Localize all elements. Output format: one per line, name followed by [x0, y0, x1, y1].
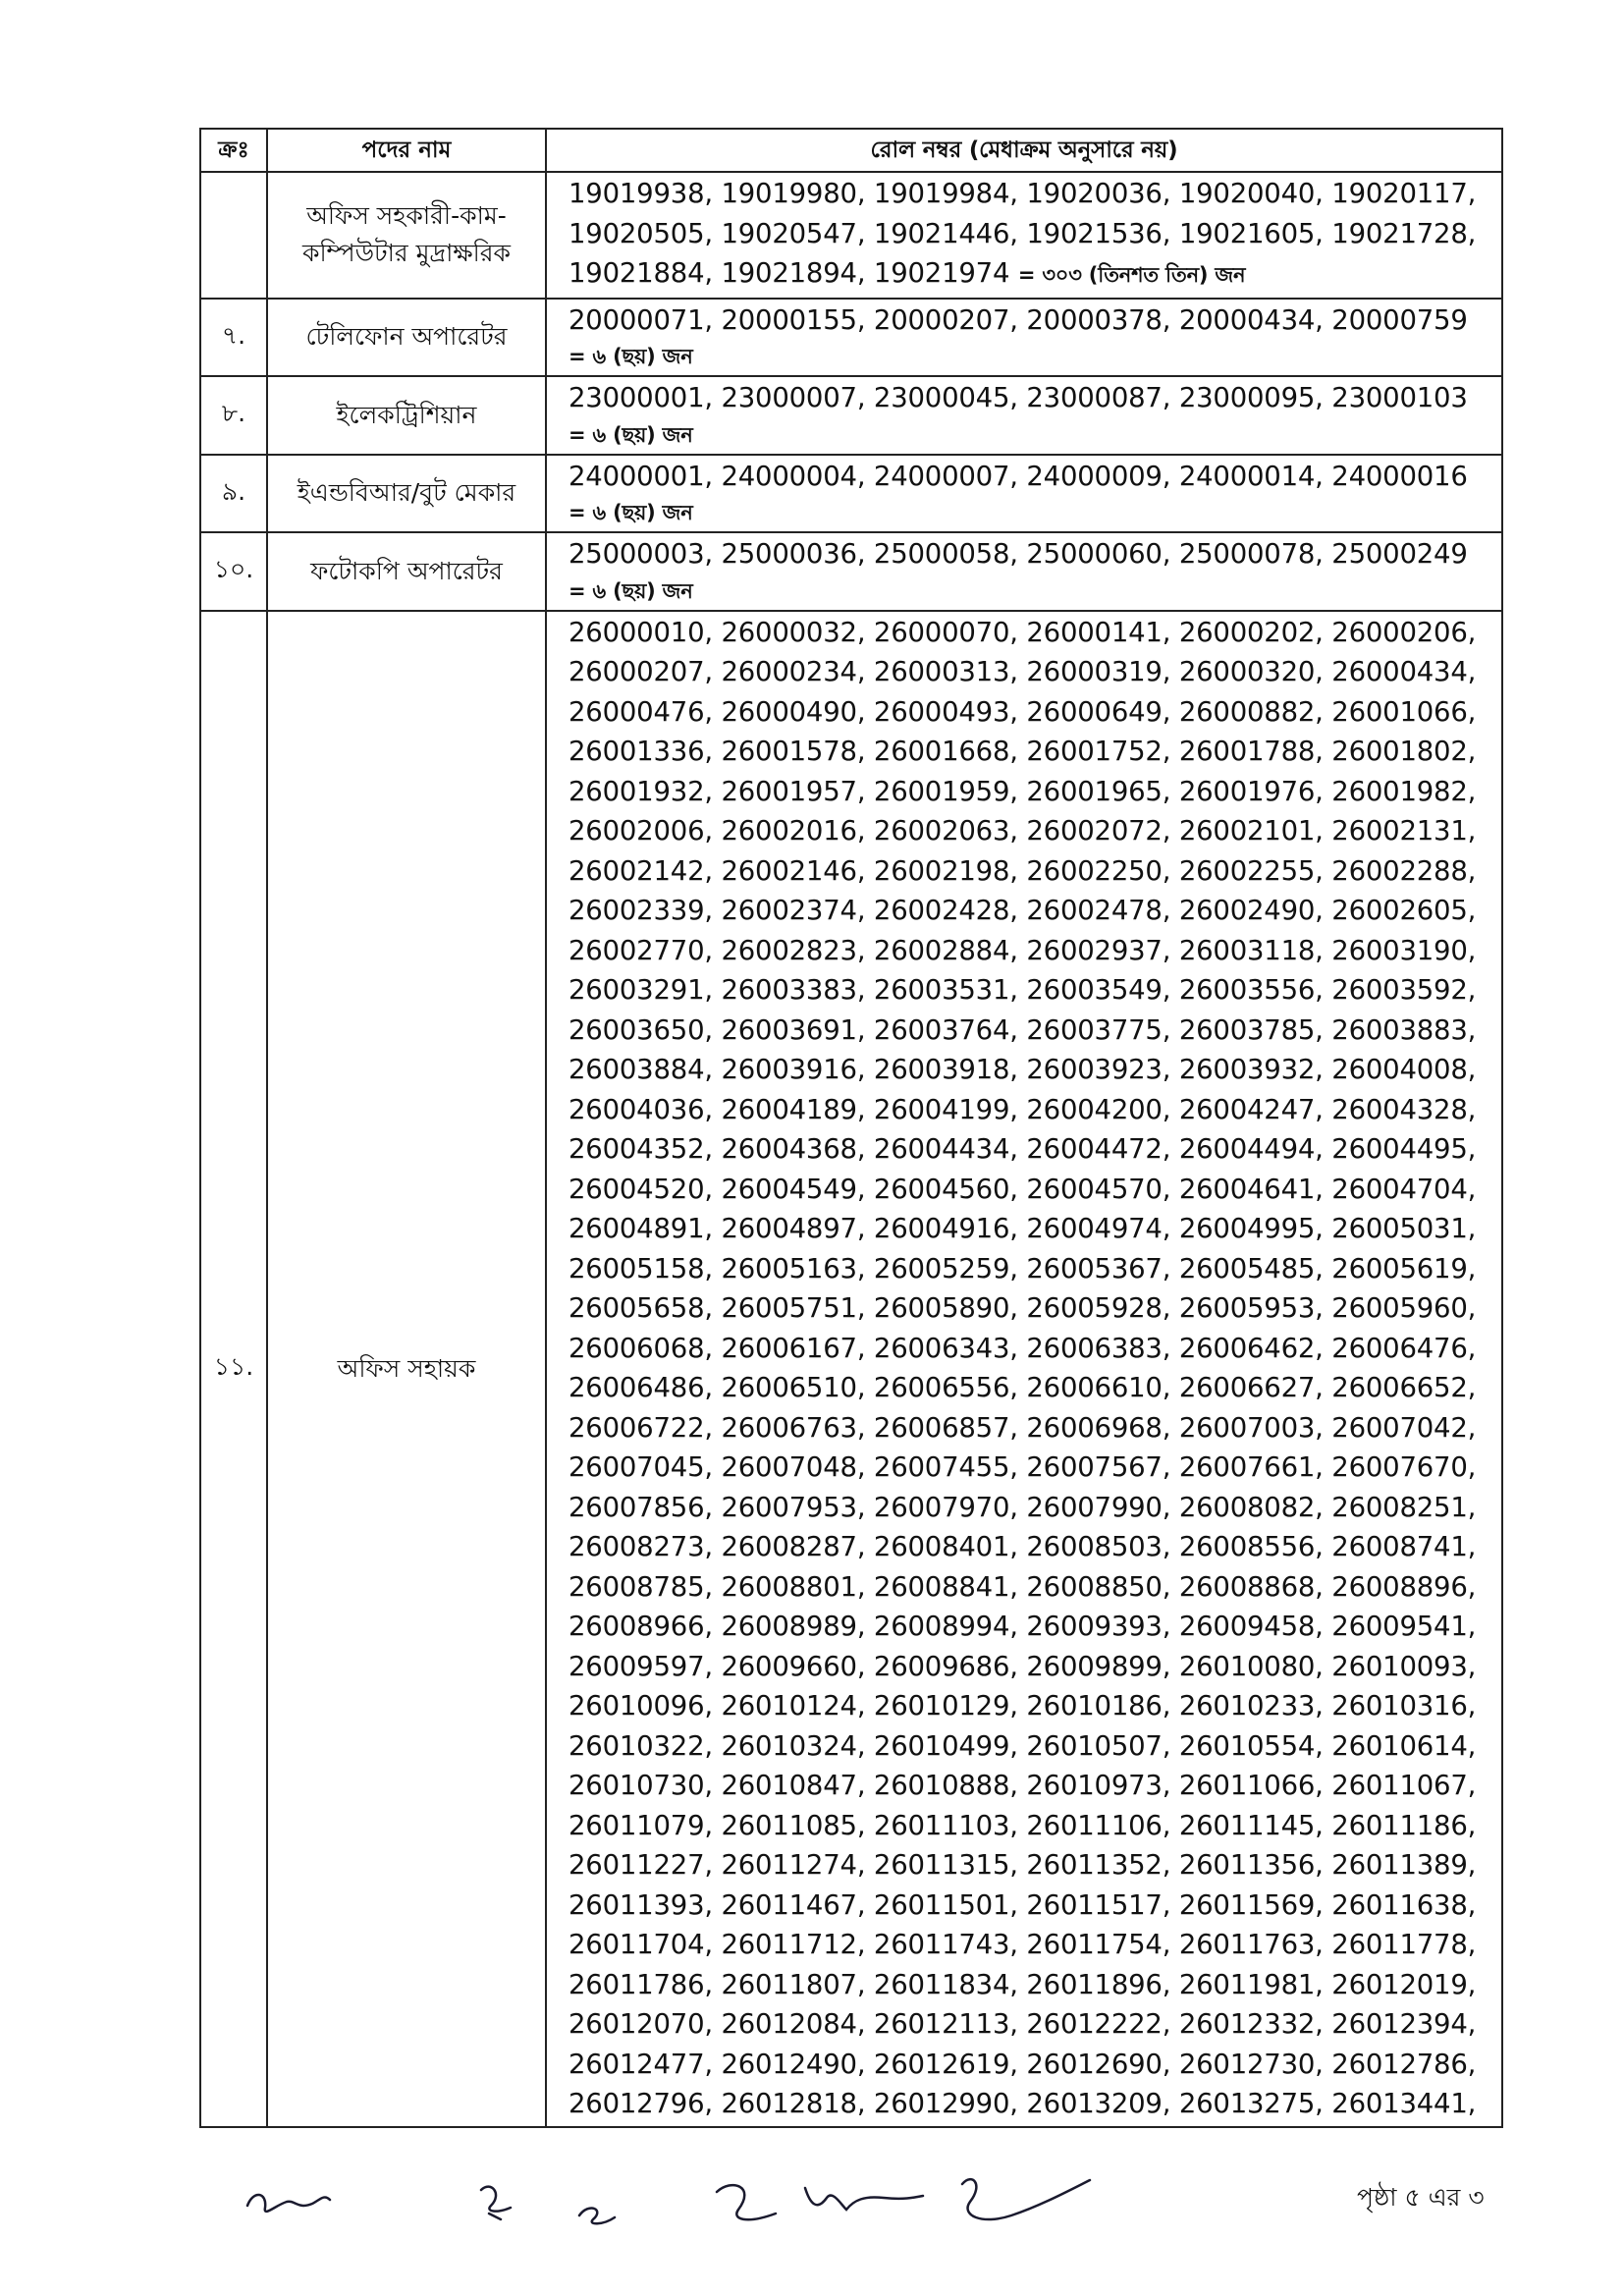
- table-row: [200, 611, 1502, 2127]
- post-name-cell: টেলিফোন অপারেটর: [267, 299, 546, 377]
- roll-numbers-text: 26008966, 26008989, 26008994, 26009393, 26009458, 26009541,: [568, 1611, 1477, 1642]
- roll-numbers-text: 26008273, 26008287, 26008401, 26008503, 26008556, 26008741,: [568, 1531, 1477, 1562]
- roll-numbers-text: 26004891, 26004897, 26004916, 26004974, 26004995, 26005031,: [568, 1213, 1477, 1244]
- table-row: [200, 172, 1502, 299]
- roll-numbers-cell: [546, 611, 1502, 2127]
- roll-number-line: [568, 2004, 1501, 2045]
- roll-numbers-text: 26004036, 26004189, 26004199, 26004200, 26004247, 26004328,: [568, 1093, 1477, 1125]
- roll-numbers-text: 23000001, 23000007, 23000045, 23000087, 23000095, 23000103: [568, 382, 1468, 413]
- roll-number-line: [568, 1647, 1501, 1687]
- roll-numbers-text: 26006486, 26006510, 26006556, 26006610, 26006627, 26006652,: [568, 1372, 1477, 1403]
- roll-number-line: [568, 1607, 1501, 1647]
- roll-numbers-text: 25000003, 25000036, 25000058, 25000060, 25000078, 25000249: [568, 538, 1468, 570]
- roll-numbers-text: 26012070, 26012084, 26012113, 26012222, 26012332, 26012394,: [568, 2008, 1477, 2040]
- roll-numbers-text: 26008785, 26008801, 26008841, 26008850, 26008868, 26008896,: [568, 1570, 1477, 1603]
- roll-number-table: [199, 128, 1503, 2128]
- roll-number-line: [568, 1170, 1501, 1210]
- roll-number-line: [568, 1886, 1501, 1926]
- roll-number-line: [568, 811, 1501, 851]
- roll-numbers-text: 26006722, 26006763, 26006857, 26006968, 26007003, 26007042,: [568, 1411, 1477, 1444]
- table-row: [200, 299, 1502, 377]
- roll-number-line: [568, 1011, 1501, 1051]
- roll-numbers-cell: [546, 455, 1502, 533]
- roll-number-line: [568, 1726, 1501, 1767]
- roll-number-line: [568, 2084, 1501, 2124]
- header-serial: ক্রঃ: [200, 129, 267, 172]
- roll-number-line: [568, 378, 1501, 418]
- post-name-cell: অফিস সহায়ক: [267, 611, 546, 2127]
- serial-cell: ১১.: [200, 611, 267, 2127]
- roll-numbers-text: 26011079, 26011085, 26011103, 26011106, 26011145, 26011186,: [568, 1809, 1477, 1841]
- roll-number-line: [568, 534, 1501, 574]
- roll-numbers-text: 26003291, 26003383, 26003531, 26003549, 26003556, 26003592,: [568, 974, 1477, 1006]
- roll-numbers-text: 26012477, 26012490, 26012619, 26012690, 26012730, 26012786,: [568, 2048, 1477, 2080]
- roll-number-line: [568, 1209, 1501, 1249]
- total-count: = ৬ (ছয়) জন: [568, 501, 693, 524]
- roll-numbers-text: 26002339, 26002374, 26002428, 26002478, 26002490, 26002605,: [568, 895, 1477, 926]
- roll-number-line: [568, 1965, 1501, 2005]
- roll-numbers-text: 26007856, 26007953, 26007970, 26007990, 26008082, 26008251,: [568, 1491, 1477, 1523]
- roll-number-line: [568, 613, 1501, 653]
- roll-numbers-text: 26010096, 26010124, 26010129, 26010186, 26010233, 26010316,: [568, 1690, 1477, 1722]
- roll-number-line: [568, 1686, 1501, 1726]
- roll-number-line: [568, 1567, 1501, 1608]
- roll-numbers-text: 26003650, 26003691, 26003764, 26003775, 26003785, 26003883,: [568, 1013, 1477, 1046]
- serial-cell: ৮.: [200, 376, 267, 455]
- roll-number-line: [568, 1766, 1501, 1806]
- roll-number-line: [568, 1129, 1501, 1170]
- roll-numbers-text: 26000476, 26000490, 26000493, 26000649, 26000882, 26001066,: [568, 695, 1477, 728]
- total-count: = ৬ (ছয়) জন: [568, 578, 693, 603]
- roll-number-line: [568, 1050, 1501, 1090]
- roll-numbers-text: 26006068, 26006167, 26006343, 26006383, 26006462, 26006476,: [568, 1332, 1477, 1364]
- roll-numbers-text: 26001932, 26001957, 26001959, 26001965, 26001976, 26001982,: [568, 775, 1477, 807]
- post-name-cell: ফটোকপি অপারেটর: [267, 532, 546, 611]
- post-name-cell: ইলেকট্রিশিয়ান: [267, 376, 546, 455]
- roll-numbers-text: 19021884, 19021894, 19021974: [568, 257, 1010, 289]
- roll-number-line: [568, 1527, 1501, 1567]
- roll-number-line: [568, 1288, 1501, 1329]
- roll-numbers-text: 26002770, 26002823, 26002884, 26002937, 26003118, 26003190,: [568, 934, 1477, 966]
- roll-numbers-text: 26009597, 26009660, 26009686, 26009899, 26010080, 26010093,: [568, 1650, 1477, 1682]
- roll-numbers-text: 26005658, 26005751, 26005890, 26005928, 26005953, 26005960,: [568, 1292, 1477, 1324]
- roll-number-line: [568, 1249, 1501, 1289]
- roll-numbers-text: 26003884, 26003916, 26003918, 26003923, 26003932, 26004008,: [568, 1054, 1477, 1085]
- table-row: [200, 376, 1502, 455]
- roll-numbers-text: 26011786, 26011807, 26011834, 26011896, 26011981, 26012019,: [568, 1968, 1477, 2000]
- roll-numbers-text: 26004520, 26004549, 26004560, 26004570, 26004641, 26004704,: [568, 1173, 1477, 1205]
- roll-number-line: [568, 1925, 1501, 1965]
- header-post-name: পদের নাম: [267, 129, 546, 172]
- serial-cell: [200, 172, 267, 299]
- roll-numbers-text: 26005158, 26005163, 26005259, 26005367, 26005485, 26005619,: [568, 1252, 1477, 1285]
- table-body: [200, 172, 1502, 2127]
- roll-number-line: [568, 652, 1501, 692]
- post-name-cell: অফিস সহকারী-কাম-কম্পিউটার মুদ্রাক্ষরিক: [267, 172, 546, 299]
- roll-numbers-text: 19020505, 19020547, 19021446, 19021536, 19021605, 19021728,: [568, 217, 1477, 249]
- roll-number-line: [568, 253, 1501, 296]
- roll-number-line: [568, 692, 1501, 733]
- roll-number-line: [568, 1448, 1501, 1488]
- roll-numbers-text: 26000207, 26000234, 26000313, 26000319, 26000320, 26000434,: [568, 656, 1477, 687]
- page-number: পৃষ্ঠা ৫ এর ৩: [1357, 2183, 1485, 2212]
- roll-numbers-text: 26010730, 26010847, 26010888, 26010973, 26011066, 26011067,: [568, 1770, 1477, 1801]
- roll-numbers-cell: [546, 376, 1502, 455]
- roll-number-line: [568, 1845, 1501, 1886]
- roll-number-line: [568, 1090, 1501, 1130]
- roll-number-line: [568, 1806, 1501, 1846]
- roll-numbers-text: 20000071, 20000155, 20000207, 20000378, 20000434, 20000759: [568, 303, 1468, 336]
- roll-number-line: [568, 457, 1501, 497]
- roll-numbers-text: 26011393, 26011467, 26011501, 26011517, 26011569, 26011638,: [568, 1888, 1477, 1921]
- roll-number-line: [568, 1368, 1501, 1408]
- roll-number-line: [568, 1408, 1501, 1449]
- roll-numbers-text: 19019938, 19019980, 19019984, 19020036, 19020040, 19020117,: [568, 178, 1477, 209]
- roll-numbers-text: 26012796, 26012818, 26012990, 26013209, 26013275, 26013441,: [568, 2088, 1477, 2119]
- roll-numbers-cell: [546, 299, 1502, 377]
- table-row: [200, 532, 1502, 611]
- roll-numbers-text: 26002142, 26002146, 26002198, 26002250, 26002255, 26002288,: [568, 854, 1477, 887]
- roll-number-line: [568, 970, 1501, 1011]
- roll-number-line: [568, 214, 1501, 254]
- table-row: [200, 455, 1502, 533]
- total-count: = ৬ (ছয়) জন: [568, 422, 693, 447]
- roll-number-line: [568, 732, 1501, 772]
- roll-numbers-cell: [546, 532, 1502, 611]
- roll-number-line: [568, 851, 1501, 892]
- roll-numbers-text: 26004352, 26004368, 26004434, 26004472, 26004494, 26004495,: [568, 1133, 1477, 1165]
- total-count: = ৬ (ছয়) জন: [568, 345, 693, 368]
- roll-numbers-text: 26010322, 26010324, 26010499, 26010507, 26010554, 26010614,: [568, 1729, 1477, 1762]
- roll-numbers-text: 26011227, 26011274, 26011315, 26011352, 26011356, 26011389,: [568, 1849, 1477, 1881]
- roll-numbers-text: 26002006, 26002016, 26002063, 26002072, 26002101, 26002131,: [568, 815, 1477, 847]
- roll-numbers-text: 26011704, 26011712, 26011743, 26011754, 26011763, 26011778,: [568, 1929, 1477, 1960]
- serial-cell: ৯.: [200, 455, 267, 533]
- roll-numbers-text: 26007045, 26007048, 26007455, 26007567, 26007661, 26007670,: [568, 1451, 1477, 1483]
- roll-numbers-text: 26001336, 26001578, 26001668, 26001752, 26001788, 26001802,: [568, 736, 1477, 767]
- roll-number-line: [568, 931, 1501, 971]
- roll-number-line: [568, 174, 1501, 214]
- post-name-cell: ইএন্ডবিআর/বুট মেকার: [267, 455, 546, 533]
- roll-number-line: [568, 1488, 1501, 1528]
- total-count: = ৩০৩ (তিনশত তিন) জন: [1017, 263, 1246, 287]
- roll-number-line: [568, 1329, 1501, 1369]
- table-header-row: [200, 129, 1502, 172]
- roll-numbers-text: 26000010, 26000032, 26000070, 26000141, 26000202, 26000206,: [568, 616, 1477, 648]
- roll-number-line: [568, 2045, 1501, 2085]
- serial-cell: ৭.: [200, 299, 267, 377]
- roll-number-line: [568, 301, 1501, 341]
- roll-number-line: [568, 772, 1501, 812]
- roll-numbers-cell: [546, 172, 1502, 299]
- roll-number-line: [568, 891, 1501, 931]
- serial-cell: ১০.: [200, 532, 267, 611]
- roll-numbers-text: 24000001, 24000004, 24000007, 24000009, 24000014, 24000016: [568, 460, 1468, 492]
- header-roll-numbers: রোল নম্বর (মেধাক্রম অনুসারে নয়): [546, 129, 1502, 172]
